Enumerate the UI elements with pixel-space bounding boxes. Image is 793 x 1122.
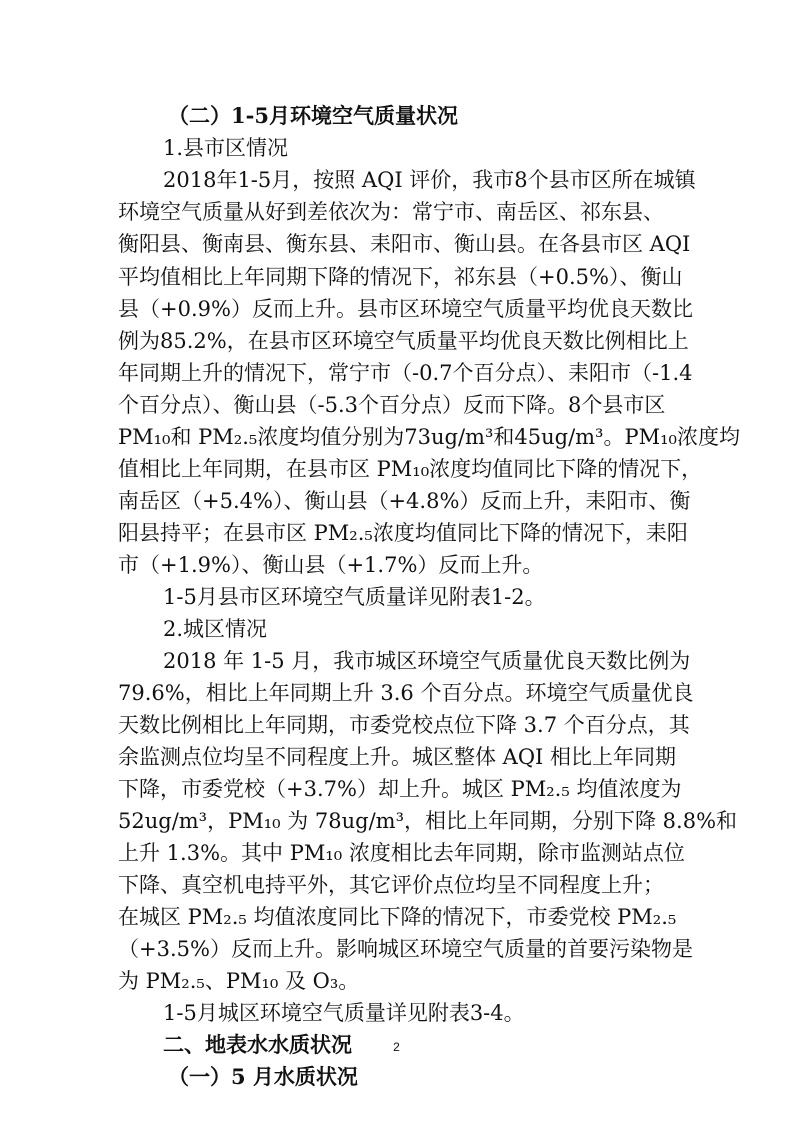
paragraph-line: 2018 年 1-5 月，我市城区环境空气质量优良天数比例为 [163,649,691,673]
paragraph-line: 79.6%，相比上年同期上升 3.6 个百分点。环境空气质量优良 [118,681,694,705]
paragraph-line: 余监测点位均呈不同程度上升。城区整体 AQI 相比上年同期 [118,745,677,769]
subsection-heading: 1.县市区情况 [163,136,289,160]
section-heading: 二、地表水水质状况 [163,1032,352,1057]
paragraph-line: 1-5月县市区环境空气质量详见附表1-2。 [163,585,546,609]
paragraph-line: 衡阳县、衡南县、衡东县、耒阳市、衡山县。在各县市区 AQI [118,232,691,256]
paragraph-line: 南岳区（+5.4%）、衡山县（+4.8%）反而上升，耒阳市、衡 [118,489,691,513]
paragraph-line: 下降，市委党校（+3.7%）却上升。城区 PM₂.₅ 均值浓度为 [118,777,682,801]
section-heading: （一）5 月水质状况 [168,1064,358,1089]
paragraph-line: 在城区 PM₂.₅ 均值浓度同比下降的情况下，市委党校 PM₂.₅ [118,905,677,929]
paragraph-line: 上升 1.3%。其中 PM₁₀ 浓度相比去年同期，除市监测站点位 [118,841,685,865]
paragraph-line: 例为85.2%，在县市区环境空气质量平均优良天数比例相比上 [118,329,689,353]
paragraph-line: 天数比例相比上年同期，市委党校点位下降 3.7 个百分点，其 [118,713,690,737]
paragraph-line: PM₁₀和 PM₂.₅浓度均值分别为73ug/m³和45ug/m³。PM₁₀浓度均 [118,425,740,449]
page-number: 2 [393,1040,400,1054]
paragraph-line: 阳县持平；在县市区 PM₂.₅浓度均值同比下降的情况下，耒阳 [118,521,688,545]
paragraph-line: 个百分点）、衡山县（-5.3个百分点）反而下降。8个县市区 [118,393,666,417]
paragraph-line: 市（+1.9%）、衡山县（+1.7%）反而上升。 [118,553,544,577]
paragraph-line: 年同期上升的情况下，常宁市（-0.7个百分点）、耒阳市（-1.4 [118,361,693,385]
paragraph-line: 为 PM₂.₅、PM₁₀ 及 O₃。 [118,969,360,993]
paragraph-line: 下降、真空机电持平外，其它评价点位均呈不同程度上升； [118,873,664,897]
paragraph-line: （+3.5%）反而上升。影响城区环境空气质量的首要污染物是 [118,937,693,961]
paragraph-line: 县（+0.9%）反而上升。县市区环境空气质量平均优良天数比 [118,297,693,321]
paragraph-line: 1-5月城区环境空气质量详见附表3-4。 [163,1001,525,1025]
section-heading: （二）1-5月环境空气质量状况 [168,103,458,128]
paragraph-line: 52ug/m³，PM₁₀ 为 78ug/m³，相比上年同期，分别下降 8.8%和 [118,809,738,833]
paragraph-line: 环境空气质量从好到差依次为：常宁市、南岳区、祁东县、 [118,200,664,224]
subsection-heading: 2.城区情况 [163,617,268,641]
paragraph-line: 值相比上年同期，在县市区 PM₁₀浓度均值同比下降的情况下， [118,457,703,481]
paragraph-line: 平均值相比上年同期下降的情况下，祁东县（+0.5%）、衡山 [118,265,683,289]
paragraph-line: 2018年1-5月，按照 AQI 评价，我市8个县市区所在城镇 [163,168,696,192]
